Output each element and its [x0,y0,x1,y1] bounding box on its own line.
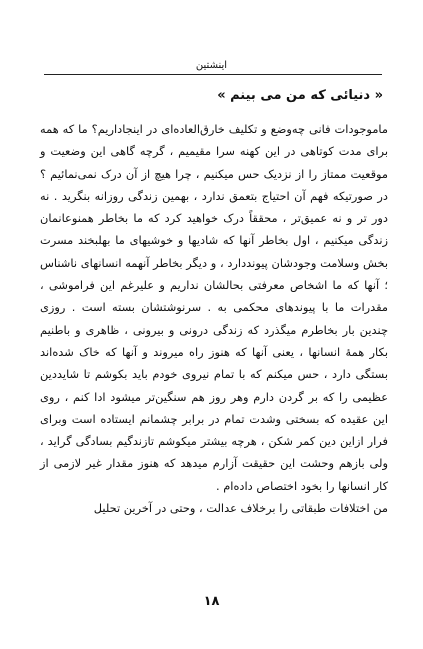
section-heading: « دنیائی که من می بینم » [217,88,383,103]
page-number: ۱۸ [203,594,220,609]
body-text [40,118,388,519]
header-rule [44,74,382,75]
paragraph: من اختلافات طبقاتی را برخلاف عدالت ، وحتی در آخرین تحلیل [93,501,388,516]
paragraph: ماموجودات فانی چه‌وضع و تکلیف خارق‌العاده‌ای در اینجاداریم؟ ما که همه برای مدت کوتاهی در این کهنه سرا مقیمیم ، گرچه گاهی این وضعیت و موقعیت ممتاز را از نزدیک حس میکنیم ، چرا هیچ از آن درک نمی‌نمائیم ؟ در صورتیکه فهم آن احتیاج بتعمق ندارد ، بهمین زندگی روزانه بنگرید . نه دور تر و نه عمیق‌تر ، محققاً درک خواهید کرد که ما بخاطر همنوعانمان زندگی میکنیم ، اول بخاطر آنها که شادیها و خوشیهای ما بهلبخند مسرت بخش وسلامت وجودشان پیونددارد ، و دیگر بخاطر آنهمه انسانهای ناشناس ؛ آنها که ما اشخاص معرفتی بحالشان نداریم و علیرغم این فراموشی ، مقدرات ما با پیوندهای محکمی به . سرنوشتشان بسته است . روزی چندین بار بخاطرم میگذرد که زندگی درونی و بیرونی ، ظاهری و باطنیم بکار همهٔ انسانها ، یعنی آنها که هنوز راه میروند و آنها که خاک شده‌اند بستگی دارد ، حس میکنم که با تمام نیروی خودم باید بکوشم تا شایددین عظیمی را که بر گردن دارم وهر روز هم سنگین‌تر میشود ادا کنم ، روی این عقیده که بسختی وشدت تمام در برابر چشمانم ایستاده است وبرای فرار ازاین دین کمر شکن ، هرچه بیشتر میکوشم تازندگیم بسادگی گراید ، ولی بازهم وحشت این حقیقت آزارم میدهد که هنوز مقدار غیر لازمی از کار انسانها را بخود اختصاص داده‌ام . [40,122,388,493]
running-head: اینشتین [195,60,228,71]
